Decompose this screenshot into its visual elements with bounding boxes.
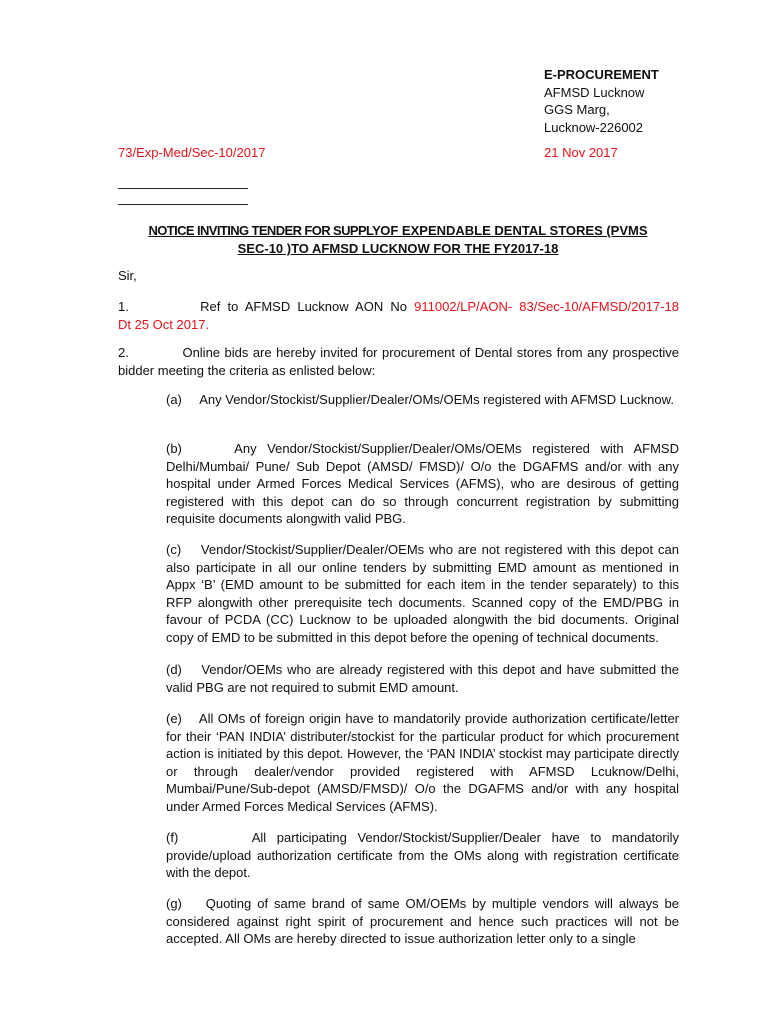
criterion-d-text: Vendor/OEMs who are already registered with this depot and have submitted the valid PBG are not required to submit EMD amount. bbox=[166, 662, 680, 695]
office-name: AFMSD Lucknow bbox=[544, 84, 645, 100]
paragraph-2-number: 2. bbox=[118, 345, 129, 360]
aon-number: 911002/LP/AON- 83/Sec-10/AFMSD/2017-18 bbox=[414, 299, 679, 314]
criterion-c-label: (c) bbox=[166, 542, 182, 557]
paragraph-2 bbox=[118, 344, 679, 379]
blank-line-2 bbox=[118, 204, 248, 205]
criterion-a bbox=[166, 391, 679, 409]
notice-title-line-1 bbox=[118, 222, 678, 240]
criterion-e bbox=[166, 710, 679, 815]
notice-title-line-2: SEC-10 )TO AFMSD LUCKNOW FOR THE FY2017-18 bbox=[237, 241, 559, 256]
procurement-heading: E-PROCUREMENT bbox=[544, 67, 659, 82]
reference-number: 73/Exp-Med/Sec-10/2017 bbox=[118, 145, 266, 160]
paragraph-1-text: Ref to AFMSD Lucknow AON No bbox=[200, 299, 407, 314]
criterion-d bbox=[166, 661, 679, 696]
criterion-g-label: (g) bbox=[166, 896, 182, 911]
criterion-g bbox=[166, 895, 679, 948]
blank-line-1 bbox=[118, 188, 248, 189]
criterion-f bbox=[166, 829, 679, 882]
criterion-e-label: (e) bbox=[166, 711, 182, 726]
salutation: Sir, bbox=[118, 268, 137, 283]
paragraph-2-text: Online bids are hereby invited for procurement of Dental stores from any prospective bidder meeting the criteria as enlisted below: bbox=[118, 345, 680, 378]
title-part-2: OF EXPENDABLE DENTAL STORES (PVMS bbox=[380, 223, 648, 238]
criterion-a-label: (a) bbox=[166, 392, 182, 407]
paragraph-1-number: 1. bbox=[118, 299, 129, 314]
paragraph-1-line-1 bbox=[118, 298, 679, 316]
criterion-d-label: (d) bbox=[166, 662, 182, 677]
criterion-g-text: Quoting of same brand of same OM/OEMs by multiple vendors will always be considered against right spirit of procurement and hence such practices will not be accepted. All OMs are hereby directed to issue authorization letter only to a single bbox=[166, 896, 679, 946]
criterion-f-label: (f) bbox=[166, 830, 179, 845]
title-part-1: NOTICE INVITING TENDER FOR SUPPLY bbox=[148, 223, 381, 238]
paragraph-1 bbox=[118, 298, 679, 333]
criterion-e-text: All OMs of foreign origin have to mandatorily provide authorization certificate/letter for their ‘PAN INDIA’ distributer/stockist for the particular product for which procurement action is initiated by this depot. However, the ‘PAN INDIA’ stockist may participate directly or through dealer/vendor provided registered with AFMSD Lcuknow/Delhi, Mumbai/Pune/Sub-depot (AMSD/FMSD)/ O/o the DGAFMS and/or with any hospital under Armed Forces Medical Services (AFMS). bbox=[166, 711, 679, 814]
office-address-block bbox=[544, 66, 659, 136]
aon-date: Dt 25 Oct 2017. bbox=[118, 316, 210, 332]
criterion-c-text: Vendor/Stockist/Supplier/Dealer/OEMs who are not registered with this depot can also participate in all our online tenders by submitting EMD amount as mentioned in Appx ‘B’ (EMD amount to be submitted for each item in the tender separately) to this RFP alongwith other prerequisite tech documents. Scanned copy of the EMD/PBG in favour of PCDA (CC) Lucknow to be uploaded alongwith the bid documents. Original copy of EMD to be submitted in this depot before the opening of technical documents. bbox=[166, 542, 679, 645]
office-street: GGS Marg, bbox=[544, 102, 610, 117]
criterion-b-text: Any Vendor/Stockist/Supplier/Dealer/OMs/OEMs registered with AFMSD Delhi/Mumbai/ Pune/ Sub Depot (AMSD/ FMSD)/ O/o the DGAFMS and/or with any hospital under Armed Forces Medical Services (AFMS), who are desirous of getting registered with this depot can do so through concurrent registration by submitting requisite documents alongwith valid PBG. bbox=[166, 441, 679, 526]
office-city: Lucknow-226002 bbox=[544, 119, 644, 135]
notice-title bbox=[118, 222, 678, 258]
criterion-f-text: All participating Vendor/Stockist/Supplier/Dealer have to mandatorily provide/upload authorization certificate from the OMs along with registration certificate with the depot. bbox=[166, 830, 679, 880]
criterion-b-label: (b) bbox=[166, 441, 182, 456]
letter-date: 21 Nov 2017 bbox=[544, 145, 618, 160]
criterion-b bbox=[166, 440, 679, 528]
criterion-c bbox=[166, 541, 679, 646]
criterion-a-text: Any Vendor/Stockist/Supplier/Dealer/OMs/OEMs registered with AFMSD Lucknow. bbox=[199, 392, 674, 407]
